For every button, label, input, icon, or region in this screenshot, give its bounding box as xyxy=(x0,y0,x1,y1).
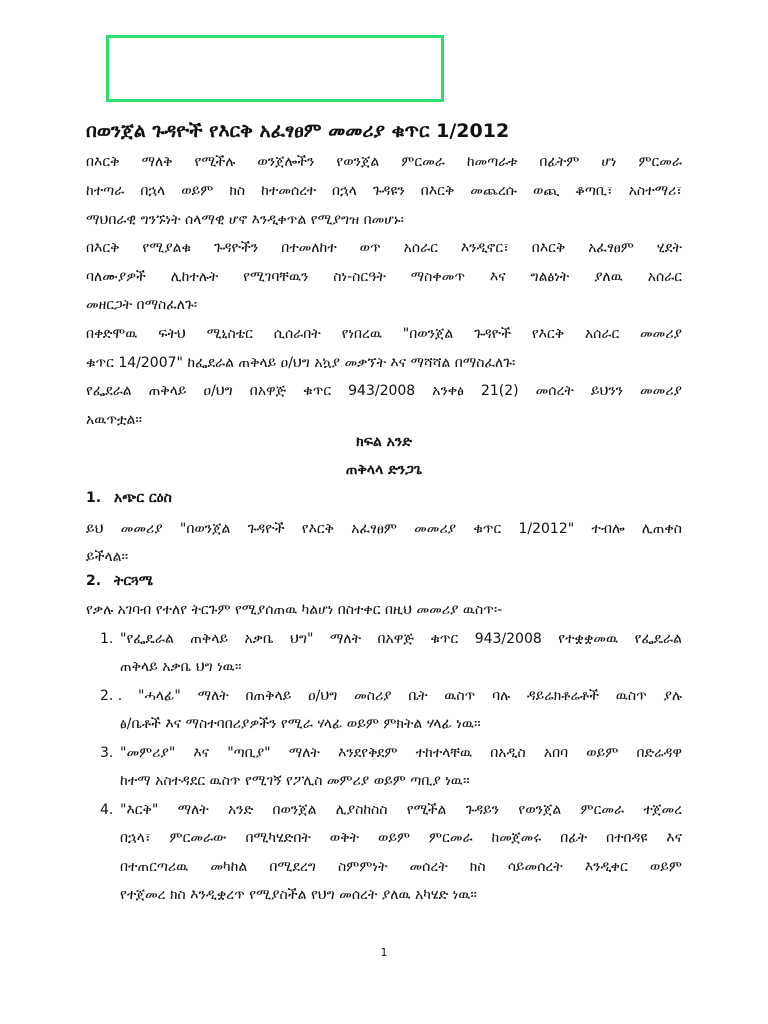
part-title: ክፍል አንድ xyxy=(356,434,412,450)
list-item-line: "እርቅ" ማለት አንድ በወንጀል ሊያስከስስ የሚችል ጉዳይን የወንጀል ምርመራ ተጀመረ xyxy=(120,802,682,818)
section-heading xyxy=(86,490,172,506)
list-item-number: 1. xyxy=(100,631,114,647)
part-subtitle: ጠቅላላ ድንጋጌ xyxy=(345,462,423,478)
list-item-line: በኋላ፣ ምርመራው በሚካሄድበት ወቅት ወይም ምርመራ ከመጀመሩ በፊት በተበዳዩ እና xyxy=(120,830,682,846)
preamble-line: ባለሙያዎች ሊከተሉት የሚገባቸዉን ስነ-ስርዓት ማስቀመጥ እና ግልፅነት ያለዉ አሰራር xyxy=(86,269,682,285)
page-number: 1 xyxy=(380,946,388,959)
list-item-line: "ሓላፊ" ማለት በጠቅላይ ዐ/ህግ መስሪያ ቤት ዉስጥ ባሉ ዳይሬክቶሬቶች ዉስጥ ያሉ xyxy=(138,688,682,704)
preamble-line: በእርቅ የሚያልቁ ጉዳዮችን በተመለከተ ወጥ አሰራር እንዲኖር፣ በእርቅ አፈፃፀም ሂደት xyxy=(86,240,682,256)
list-item-number: 2. . xyxy=(100,688,123,704)
preamble-line: ማህበራዊ ግንኙነት ሰላማዊ ሆኖ እንዲቀጥል የሚያግዝ በመሆኑ፡ xyxy=(86,212,404,228)
list-item-line: በተጠርጣሪዉ መካከል በሚደረግ ስምምነት መሰረት ክስ ሳይመሰረት እንዲቀር ወይም xyxy=(120,859,682,875)
list-item-line: የተጀመረ ክስ እንዲቋረጥ የሚያስችል የህግ መሰረት ያለዉ አካሄድ ነዉ፡፡ xyxy=(120,887,477,903)
preamble-line: አዉጥቷል፡፡ xyxy=(86,412,143,428)
section-number: 2. xyxy=(86,573,102,589)
green-placeholder-box xyxy=(106,35,444,102)
list-item-line: "የፌዴራል ጠቅላይ አቃቤ ህግ" ማለት በአዋጅ ቁጥር 943/2008 የተቋቋመዉ የፌዴራል xyxy=(120,631,682,647)
preamble-line: ከተጣራ በኋላ ወይም ክስ ከተመሰረተ በኋላ ጉዳዩን በእርቅ መጨረሱ ወጪ ቆጣቢ፣ አስተማሪ፣ xyxy=(86,183,682,199)
section-heading xyxy=(86,573,153,589)
preamble-line: ቁጥር 14/2007" ከፌደራል ጠቅላይ ዐ/ህግ አኳያ መቃኘት እና ማሻሻል በማስፈለጉ፡ xyxy=(86,355,516,371)
section-text-line: ይህ መመሪያ "በወንጀል ጉዳዮች የእርቅ አፈፃፀም መመሪያ ቁጥር 1/2012" ተብሎ ሊጠቀስ xyxy=(86,521,682,537)
preamble-line: የፌደራል ጠቅላይ ዐ/ህግ በአዋጅ ቁጥር 943/2008 አንቀፅ 21(2) መሰረት ይህንን መመሪያ xyxy=(86,383,682,399)
list-item-line: "መምሪያ" እና "ጣቢያ" ማለት እንደየቅደም ተከተላቸዉ በአዲስ አበባ ወይም በድሬዳዋ xyxy=(120,745,682,761)
list-item-line: ጠቅላይ አቃቤ ህግ ነዉ፡፡ xyxy=(120,659,242,675)
section-intro: የቃሉ አገባብ የተለየ ትርጉም የሚያሰጠዉ ካልሆነ በስተቀር በዚህ መመሪያ ዉስጥ፡- xyxy=(86,602,503,618)
section-text-line: ይችላል፡፡ xyxy=(86,549,129,565)
section-title: ትርጓሜ xyxy=(114,573,153,589)
document-title: በወንጀል ጉዳዮች የእርቅ አፈፃፀም መመሪያ ቁጥር 1/2012 xyxy=(86,120,510,142)
preamble-line: በቀድሞዉ ፍትህ ሚኒስቴር ሲሰራበት የነበረዉ "በወንጀል ጉዳዮች የእርቅ አሰራር መመሪያ xyxy=(86,326,682,342)
section-number: 1. xyxy=(86,490,102,506)
list-item-number: 4. xyxy=(100,802,114,818)
list-item-number: 3. xyxy=(100,745,114,761)
section-title: አጭር ርዕስ xyxy=(114,490,172,506)
preamble-line: በእርቅ ማለቅ የሚችሉ ወንጀሎችን የወንጀል ምርመራ ከመጣራቱ በፊትም ሆነ ምርመራ xyxy=(86,154,682,170)
list-item-line: ፅ/ቤቶች እና ማስተባበሪያዎችን የሚራ ሃላፊ ወይም ምክትል ሃላፊ ነዉ፡፡ xyxy=(120,716,481,732)
preamble-line: መዘርጋት በማስፈለጉ፡ xyxy=(86,297,198,313)
list-item-line: ከተማ አስተዳደር ዉስጥ የሚገኝ የፖሊስ መምሪያ ወይም ጣቢያ ነዉ፡፡ xyxy=(120,773,470,789)
